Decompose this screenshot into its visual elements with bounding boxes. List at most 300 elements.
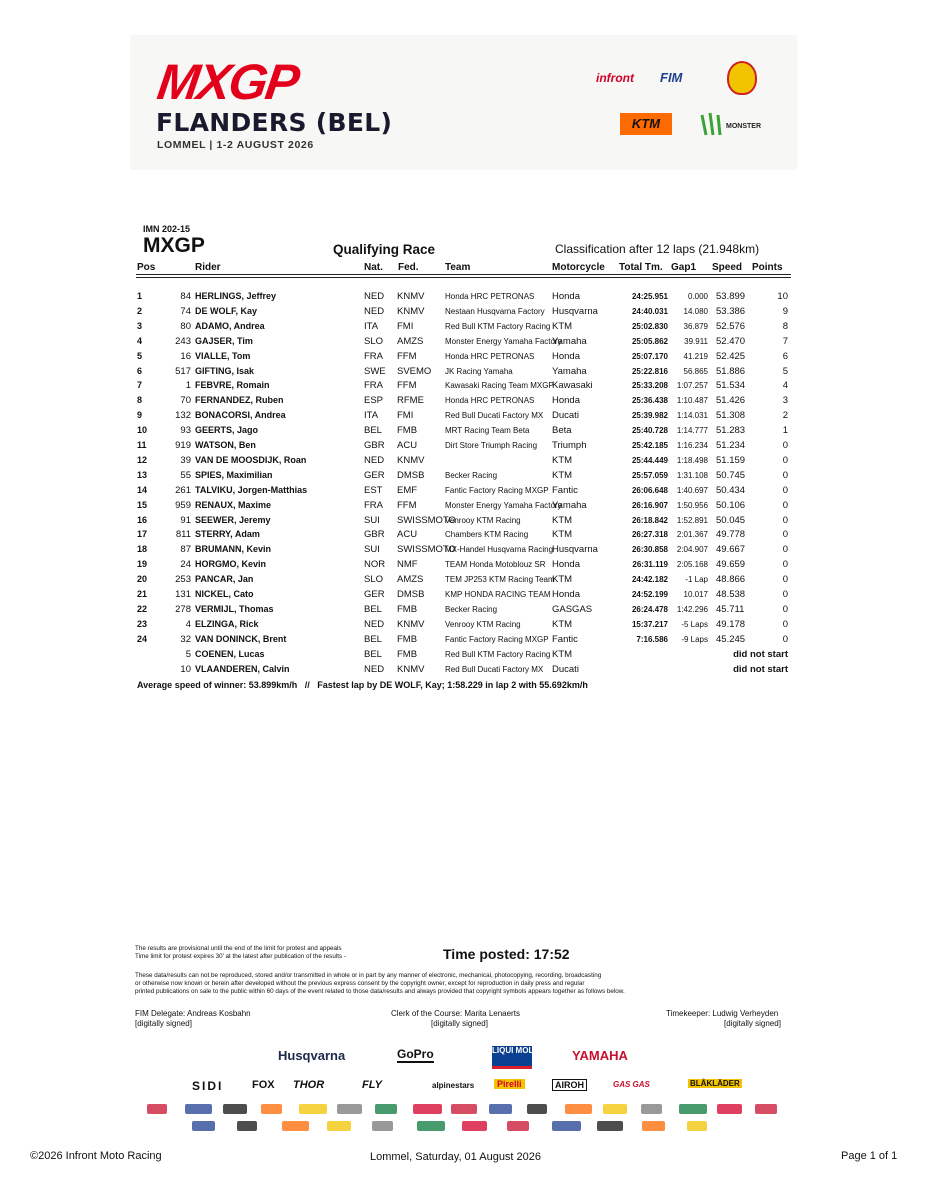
col-header-fed: Fed. — [398, 262, 419, 273]
sponsor-logo-icon — [417, 1121, 445, 1131]
cell-pos: 18 — [137, 544, 148, 555]
cell-speed: 51.234 — [716, 440, 746, 451]
cell-rider: HERLINGS, Jeffrey — [195, 291, 277, 301]
cell-motorcycle: Yamaha — [552, 365, 587, 377]
cell-rider: VIALLE, Tom — [195, 350, 251, 361]
cell-federation: FMB — [397, 633, 418, 645]
cell-nationality: FRA — [364, 499, 383, 511]
table-row — [0, 485, 927, 500]
cell-speed: 48.866 — [716, 574, 746, 586]
sponsor-logo-icon — [597, 1121, 623, 1131]
sponsor-logo-icon — [327, 1121, 351, 1131]
col-header-rider: Rider — [195, 262, 221, 273]
cell-nationality: ITA — [364, 410, 379, 422]
cell-gap: 41.219 — [683, 351, 708, 361]
cell-pos: 11 — [137, 440, 147, 450]
cell-number: 919 — [175, 440, 191, 451]
ktm-logo: KTM — [620, 113, 672, 135]
cell-rider: PANCAR, Jan — [195, 574, 254, 585]
cell-rider: RENAUX, Maxime — [195, 499, 272, 510]
table-row — [0, 619, 927, 634]
cell-pos: 14 — [137, 484, 148, 495]
cell-gap: -5 Laps — [681, 619, 708, 629]
cell-team: Becker Racing — [445, 470, 498, 480]
cell-federation: AMZS — [397, 335, 424, 347]
table-row — [0, 351, 927, 366]
thor-logo: THOR — [293, 1079, 325, 1091]
airoh-logo: AIROH — [552, 1079, 587, 1091]
cell-gap: 39.911 — [684, 336, 708, 346]
table-row — [0, 529, 927, 544]
cell-number: 261 — [175, 484, 191, 496]
cell-number: 39 — [180, 454, 191, 466]
cell-total-time: 25:05.862 — [631, 336, 668, 346]
sponsor-logo-icon — [282, 1121, 309, 1131]
cell-pos: 19 — [137, 559, 148, 570]
cell-speed: 50.745 — [716, 469, 746, 481]
cell-federation: SWISSMOTO — [397, 544, 456, 556]
sponsor-logo-icon — [489, 1104, 512, 1114]
col-header-speed: Speed — [712, 262, 743, 273]
cell-number: 132 — [175, 410, 191, 422]
cell-federation: ACU — [397, 440, 418, 451]
cell-team: Becker Racing — [445, 604, 498, 614]
table-row — [0, 306, 927, 321]
table-row — [0, 559, 927, 574]
cell-total-time: 25:02.830 — [631, 321, 668, 331]
cell-gap: 2:04.907 — [676, 545, 708, 555]
cell-team: TEM JP253 KTM Racing Team — [445, 575, 555, 585]
col-header-team: Team — [445, 262, 471, 273]
cell-federation: FMI — [397, 410, 414, 422]
cell-total-time: 24:40.031 — [631, 306, 668, 316]
cell-motorcycle: KTM — [552, 529, 573, 541]
cell-number: 253 — [175, 574, 191, 586]
cell-motorcycle: KTM — [552, 320, 573, 332]
cell-motorcycle: Honda — [552, 559, 580, 571]
sponsor-logo-icon — [223, 1104, 247, 1114]
cell-federation: SVEMO — [397, 365, 432, 377]
cell-team: Red Bull Ducati Factory MX — [445, 411, 544, 421]
cell-rider: STERRY, Adam — [195, 529, 260, 540]
cell-total-time: 26:30.858 — [631, 545, 668, 555]
cell-federation: FFM — [397, 499, 417, 511]
cell-nationality: ITA — [364, 320, 379, 332]
cell-pos: 13 — [137, 469, 148, 480]
cell-nationality: FRA — [364, 380, 383, 392]
cell-gap: -9 Laps — [681, 634, 708, 644]
sponsor-logo-icon — [687, 1121, 707, 1131]
cell-federation: DMSB — [397, 589, 425, 600]
cell-rider: HORGMO, Kevin — [195, 559, 267, 570]
cell-total-time: 26:16.907 — [631, 500, 668, 510]
legal-notice: or otherwise now known or herein after developed without the previous express consent by the copyright owner, except for reproduction in daily press and regular — [135, 980, 585, 987]
cell-speed: 51.886 — [716, 365, 746, 377]
event-subtitle: LOMMEL | 1-2 AUGUST 2026 — [157, 139, 314, 151]
cell-points: 3 — [782, 395, 788, 407]
cell-gap: 1:52.891 — [676, 515, 708, 525]
timekeeper-signature: [digitally signed] — [724, 1019, 781, 1028]
table-row — [0, 470, 927, 485]
cell-total-time: 25:42.185 — [631, 441, 668, 450]
cell-federation: AMZS — [397, 574, 424, 586]
classification-info: Classification after 12 laps (21.948km) — [555, 242, 760, 256]
gasgas-logo: GAS GAS — [613, 1080, 650, 1089]
cell-points: 0 — [782, 544, 788, 556]
cell-number: 243 — [175, 335, 191, 347]
cell-points: 0 — [782, 484, 788, 496]
sponsor-logo-icon — [462, 1121, 487, 1131]
cell-nationality: NED — [364, 663, 385, 675]
fly-logo: FLY — [362, 1079, 382, 1091]
sponsor-logo-icon — [237, 1121, 257, 1131]
cell-speed: 53.899 — [716, 291, 746, 302]
table-row — [0, 380, 927, 395]
infront-logo: infront — [596, 71, 634, 85]
cell-number: 4 — [185, 618, 191, 630]
cell-team: MRT Racing Team Beta — [445, 426, 530, 436]
cell-team: TEAM Honda Motoblouz SR — [445, 560, 546, 570]
cell-gap: 2:05.168 — [676, 560, 708, 570]
cell-gap: 1:10.487 — [676, 396, 708, 406]
cell-number: 278 — [175, 603, 191, 615]
cell-points: 0 — [782, 514, 788, 526]
cell-points: 6 — [782, 350, 788, 362]
cell-gap: 1:18.498 — [676, 455, 708, 465]
cell-nationality: BEL — [364, 603, 382, 615]
cell-number: 517 — [175, 365, 191, 377]
cell-total-time: 26:24.478 — [631, 604, 668, 614]
cell-rider: ELZINGA, Rick — [195, 618, 259, 629]
cell-gap: 36.879 — [683, 321, 708, 331]
cell-motorcycle: KTM — [552, 648, 573, 660]
cell-speed: 49.178 — [716, 618, 746, 630]
cell-speed: 49.659 — [716, 559, 746, 571]
cell-pos: 2 — [137, 305, 143, 316]
cell-points: 0 — [782, 529, 788, 541]
cell-pos: 21 — [137, 589, 148, 599]
cell-points: 0 — [782, 618, 788, 630]
sponsor-logo-icon — [641, 1104, 662, 1114]
table-row — [0, 500, 927, 515]
cell-total-time: 25:36.438 — [631, 396, 668, 406]
cell-speed: 45.711 — [716, 603, 745, 615]
cell-motorcycle: Beta — [552, 425, 572, 437]
table-row — [0, 455, 927, 470]
table-row — [0, 366, 927, 381]
col-header-gap: Gap1 — [671, 262, 697, 273]
table-row — [0, 544, 927, 559]
cell-federation: FMI — [397, 320, 414, 332]
cell-number: 131 — [175, 589, 191, 600]
cell-pos: 6 — [137, 365, 143, 376]
cell-pos: 17 — [137, 529, 148, 540]
cell-points: 0 — [782, 633, 788, 645]
fim-logo: FIM — [660, 70, 683, 85]
cell-motorcycle: Fantic — [552, 484, 578, 496]
cell-number: 16 — [180, 350, 191, 362]
col-header-nat: Nat. — [364, 262, 383, 273]
cell-number: 80 — [180, 320, 191, 332]
cell-number: 24 — [180, 559, 191, 571]
cell-rider: FEBVRE, Romain — [195, 380, 270, 391]
race-type: Qualifying Race — [333, 242, 436, 257]
cell-federation: SWISSMOTO — [397, 514, 456, 526]
cell-team: Chambers KTM Racing — [445, 530, 529, 540]
cell-motorcycle: Husqvarna — [552, 544, 598, 556]
sponsor-logo-icon — [565, 1104, 592, 1114]
cell-total-time: 25:07.170 — [631, 351, 668, 361]
cell-points: 9 — [782, 305, 788, 317]
col-header-pos: Pos — [137, 262, 156, 273]
cell-federation: KNMV — [397, 618, 425, 630]
protest-notice: Time limit for protest expires 30' at the latest after publication of the results - — [135, 953, 346, 960]
cell-rider: VAN DE MOOSDIJK, Roan — [195, 454, 307, 465]
cell-team: MX-Handel Husqvarna Racing — [445, 545, 554, 555]
cell-speed: 50.106 — [716, 499, 746, 511]
cell-speed: 45.245 — [716, 633, 746, 645]
cell-federation: FFM — [397, 350, 417, 362]
document-code: IMN 202-15 — [143, 224, 191, 234]
cell-pos: 23 — [137, 618, 148, 629]
sponsor-logo-icon — [717, 1104, 742, 1114]
cell-speed: 51.534 — [716, 380, 746, 392]
cell-points: 2 — [782, 410, 788, 422]
sponsor-logo-icon — [527, 1104, 547, 1114]
cell-total-time: 24:42.182 — [631, 575, 668, 585]
cell-team: Monster Energy Yamaha Factory — [445, 500, 562, 510]
cell-total-time: 7:16.586 — [636, 634, 668, 644]
cell-points: 10 — [777, 291, 788, 302]
cell-nationality: NOR — [364, 559, 386, 571]
cell-pos: 22 — [137, 603, 148, 614]
cell-points: 0 — [782, 440, 788, 451]
cell-motorcycle: GASGAS — [552, 603, 593, 615]
cell-gap: 56.865 — [683, 366, 708, 376]
cell-status: did not start — [733, 663, 788, 675]
cell-pos: 12 — [137, 454, 148, 465]
race-summary: Average speed of winner: 53.899km/h // Fastest lap by DE WOLF, Kay; 1:58.229 in lap 2 with 55.692km/h — [137, 680, 588, 690]
cell-total-time: 24:52.199 — [631, 590, 668, 599]
pirelli-logo: Pirelli — [494, 1079, 525, 1089]
cell-nationality: GER — [364, 469, 385, 481]
cell-team: Honda HRC PETRONAS — [445, 292, 535, 301]
cell-total-time: 26:31.119 — [632, 560, 668, 570]
cell-pos: 9 — [137, 410, 143, 421]
cell-speed: 53.386 — [716, 305, 746, 317]
cell-total-time: 15:37.217 — [631, 619, 668, 629]
sponsor-logo-icon — [261, 1104, 282, 1114]
cell-pos: 8 — [137, 395, 143, 406]
liqui-moly-logo: LIQUI MOLY — [492, 1046, 532, 1069]
col-header-total-time: Total Tm. — [619, 262, 663, 273]
table-row — [0, 291, 927, 306]
cell-gap: 0.000 — [687, 292, 708, 301]
sponsor-logo-icon — [337, 1104, 362, 1114]
cell-pos: 4 — [137, 335, 143, 346]
table-row — [0, 515, 927, 530]
table-row — [0, 664, 927, 679]
cell-status: did not start — [733, 648, 788, 660]
cell-rider: VLAANDEREN, Calvin — [195, 663, 290, 674]
cell-federation: FMB — [397, 648, 418, 660]
cell-federation: EMF — [397, 484, 418, 496]
cell-pos: 16 — [137, 514, 148, 525]
cell-points: 0 — [782, 469, 788, 481]
sponsor-logo-icon — [375, 1104, 397, 1114]
cell-speed: 50.045 — [716, 514, 746, 526]
cell-nationality: SUI — [364, 544, 380, 556]
cell-motorcycle: KTM — [552, 469, 573, 481]
cell-number: 1 — [185, 380, 191, 392]
cell-nationality: BEL — [364, 425, 382, 437]
cell-total-time: 24:25.951 — [631, 292, 668, 301]
fim-delegate: FIM Delegate: Andreas Kosbahn — [135, 1009, 251, 1018]
cell-nationality: SWE — [364, 365, 386, 377]
cell-total-time: 25:57.059 — [631, 470, 668, 480]
cell-rider: BONACORSI, Andrea — [195, 410, 286, 421]
sidi-logo: SIDI — [192, 1079, 224, 1093]
blaklader-logo: BLÅKLÄDER — [690, 1079, 740, 1088]
cell-total-time: 25:40.728 — [631, 426, 668, 436]
cell-federation: FFM — [397, 380, 417, 392]
cell-rider: TALVIKU, Jorgen-Matthias — [195, 484, 308, 495]
cell-gap: 1:31.108 — [676, 470, 708, 480]
cell-speed: 51.308 — [716, 410, 746, 422]
cell-nationality: SUI — [364, 514, 380, 526]
cell-speed: 51.159 — [716, 454, 746, 466]
cell-gap: 1:40.697 — [676, 485, 708, 495]
cell-pos: 10 — [137, 425, 148, 436]
col-header-motorcycle: Motorcycle — [552, 262, 605, 273]
cell-federation: ACU — [397, 529, 418, 541]
cell-gap: 1:14.777 — [676, 426, 708, 436]
table-row — [0, 589, 927, 604]
time-posted: Time posted: 17:52 — [443, 946, 570, 962]
cell-total-time: 26:18.842 — [631, 515, 668, 525]
cell-total-time: 26:06.648 — [631, 485, 668, 495]
husqvarna-logo: Husqvarna — [278, 1048, 346, 1063]
sponsor-logo-icon — [185, 1104, 212, 1114]
cell-pos: 1 — [137, 291, 143, 301]
sponsor-logo-icon — [603, 1104, 627, 1114]
class-name: MXGP — [143, 234, 205, 257]
cell-team: KMP HONDA RACING TEAM — [445, 590, 551, 599]
table-row — [0, 425, 927, 440]
cell-number: 5 — [185, 648, 191, 660]
cell-speed: 52.576 — [716, 320, 746, 332]
cell-nationality: NED — [364, 618, 385, 630]
cell-federation: FMB — [397, 603, 418, 615]
cell-pos: 15 — [137, 499, 148, 510]
mxgp-logo: MXGP — [154, 54, 302, 110]
cell-motorcycle: Ducati — [552, 410, 579, 422]
cell-motorcycle: Fantic — [552, 633, 578, 645]
cell-nationality: SLO — [364, 335, 384, 347]
cell-nationality: GBR — [364, 529, 385, 541]
col-header-points: Points — [752, 262, 783, 273]
cell-team: Red Bull Ducati Factory MX — [445, 664, 544, 674]
sponsor-logo-icon — [755, 1104, 777, 1114]
cell-motorcycle: Honda — [552, 395, 580, 407]
cell-number: 70 — [180, 395, 191, 407]
cell-federation: DMSB — [397, 469, 425, 481]
cell-federation: FMB — [397, 425, 418, 437]
cell-number: 91 — [180, 514, 191, 526]
cell-federation: KNMV — [397, 454, 425, 466]
cell-number: 84 — [180, 291, 191, 302]
cell-nationality: GBR — [364, 440, 385, 451]
cell-rider: FERNANDEZ, Ruben — [195, 395, 284, 406]
cell-motorcycle: Yamaha — [552, 335, 587, 347]
cell-gap: -1 Lap — [685, 575, 708, 585]
cell-speed: 50.434 — [716, 484, 746, 496]
cell-number: 93 — [180, 425, 191, 437]
legal-notice: printed publications on sale to the public within 60 days of the event related to those data/results and always provided that copyright symbols appears together as follows below. — [135, 988, 625, 995]
cell-motorcycle: Triumph — [552, 440, 587, 451]
cell-gap: 10.017 — [683, 590, 708, 599]
fox-logo: FOX — [252, 1079, 275, 1091]
table-row — [0, 440, 927, 455]
cell-points: 7 — [782, 335, 788, 347]
cell-motorcycle: KTM — [552, 514, 573, 526]
cell-team: Honda HRC PETRONAS — [445, 351, 535, 361]
cell-rider: VAN DONINCK, Brent — [195, 633, 287, 644]
cell-motorcycle: Husqvarna — [552, 305, 598, 317]
cell-total-time: 26:27.318 — [631, 530, 668, 540]
cell-nationality: NED — [364, 291, 385, 302]
cell-motorcycle: Ducati — [552, 663, 579, 675]
cell-pos: 20 — [137, 574, 148, 585]
cell-motorcycle: Yamaha — [552, 499, 587, 511]
cell-nationality: BEL — [364, 633, 382, 645]
cell-gap: 1:07.257 — [676, 381, 708, 391]
sponsor-logo-icon — [192, 1121, 215, 1131]
table-row — [0, 336, 927, 351]
cell-points: 1 — [782, 425, 788, 437]
cell-pos: 5 — [137, 350, 143, 361]
cell-nationality: ESP — [364, 395, 384, 407]
sponsor-logo-icon — [552, 1121, 581, 1131]
cell-rider: SPIES, Maximilian — [195, 469, 273, 480]
cell-speed: 52.470 — [716, 335, 746, 347]
cell-rider: WATSON, Ben — [195, 440, 256, 450]
table-row — [0, 321, 927, 336]
cell-speed: 51.426 — [716, 395, 746, 407]
cell-pos: 7 — [137, 380, 143, 391]
cell-team: Fantic Factory Racing MXGP — [445, 485, 549, 495]
sponsor-logo-icon — [147, 1104, 167, 1114]
gopro-logo: GoPro — [397, 1047, 434, 1061]
timekeeper: Timekeeper: Ludwig Verheyden — [666, 1009, 779, 1018]
cell-total-time: 25:44.449 — [631, 455, 668, 465]
sponsor-logo-icon — [299, 1104, 327, 1114]
cell-nationality: NED — [364, 305, 385, 317]
cell-number: 55 — [180, 469, 191, 481]
sponsor-logo-icon — [451, 1104, 477, 1114]
cell-nationality: EST — [364, 484, 383, 496]
cell-federation: KNMV — [397, 305, 425, 317]
cell-rider: DE WOLF, Kay — [195, 305, 258, 316]
cell-team: Red Bull KTM Factory Racing — [445, 321, 551, 331]
table-row — [0, 410, 927, 425]
fim-delegate-signature: [digitally signed] — [135, 1019, 192, 1028]
clerk-of-course: Clerk of the Course: Marita Lenaerts — [391, 1009, 520, 1018]
cell-gap: 1:14.031 — [676, 411, 708, 421]
cell-points: 0 — [782, 574, 788, 586]
cell-number: 10 — [180, 663, 191, 675]
cell-motorcycle: Honda — [552, 589, 580, 600]
